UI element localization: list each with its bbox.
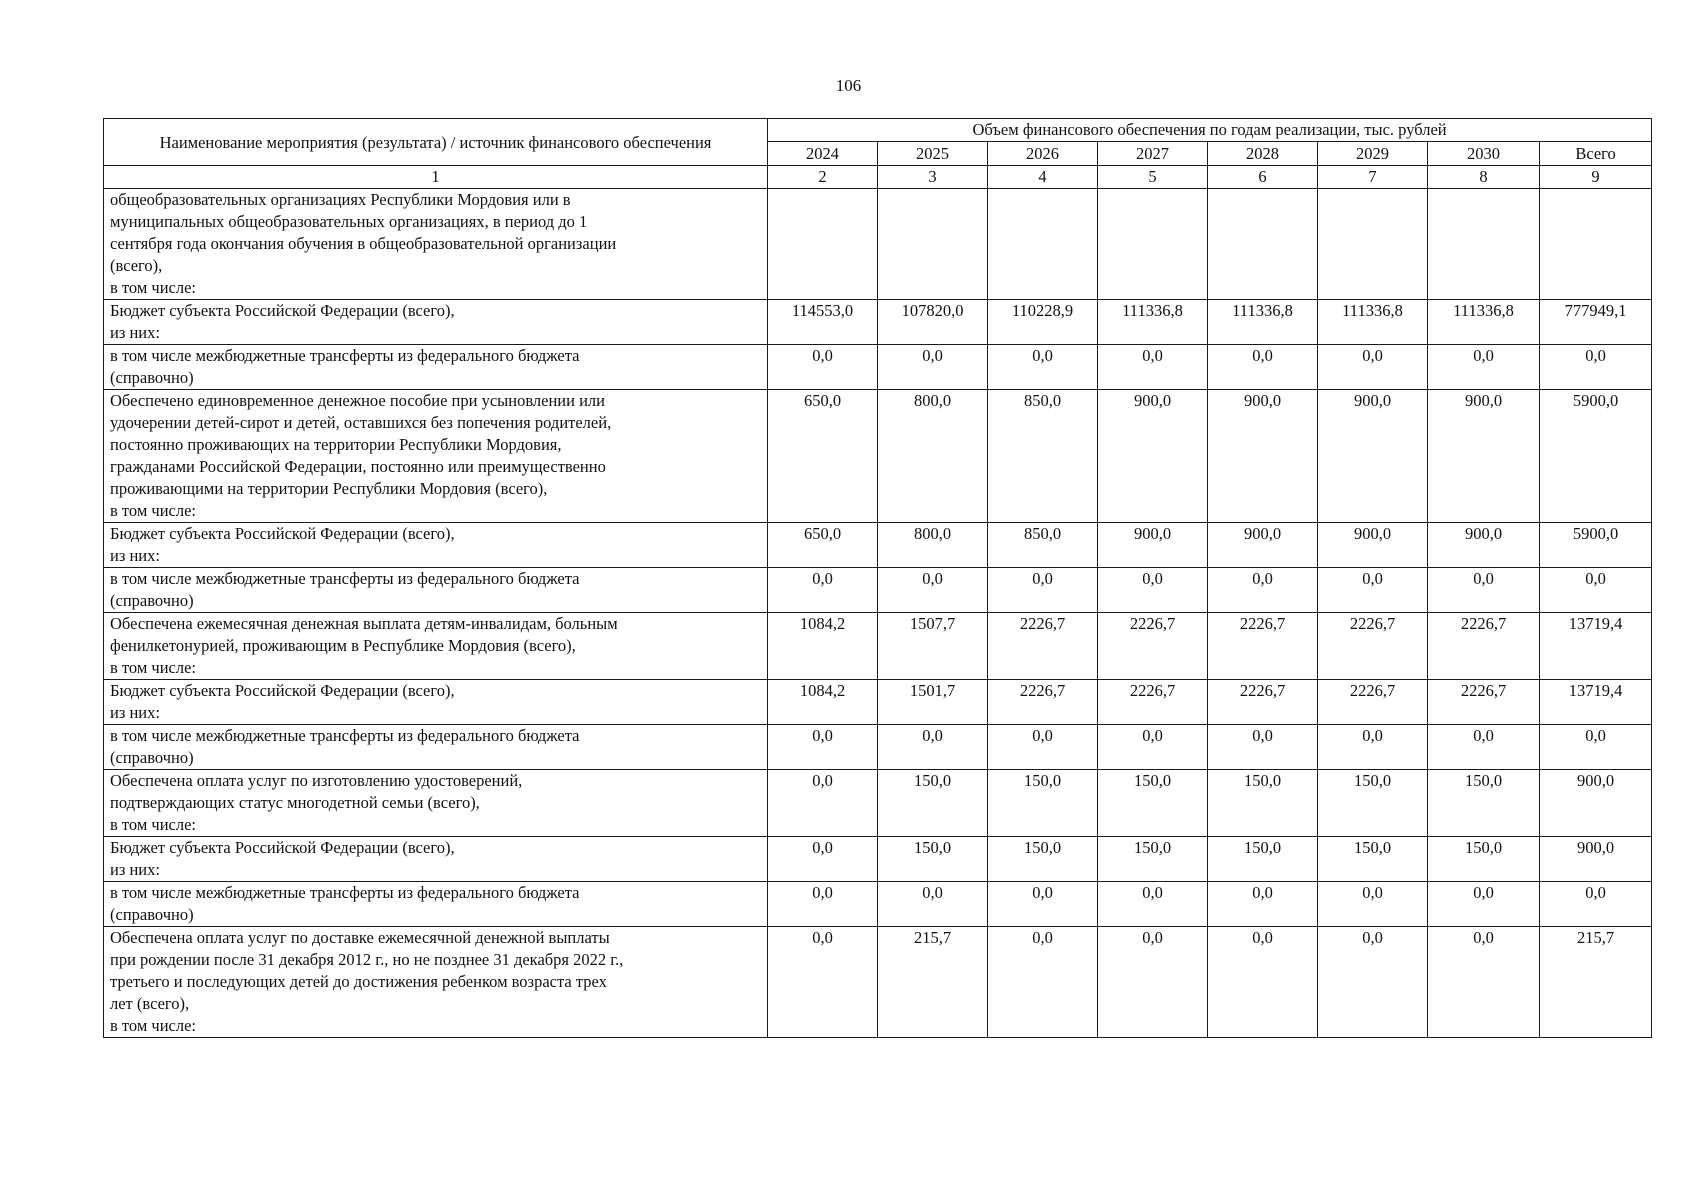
row-year-value: 2226,7 (988, 680, 1098, 725)
row-year-value: 0,0 (1208, 345, 1318, 390)
row-year-value: 800,0 (878, 523, 988, 568)
row-total-value: 777949,1 (1540, 300, 1652, 345)
table-row (104, 725, 1652, 770)
row-year-value: 150,0 (1318, 770, 1428, 837)
row-year-value: 114553,0 (768, 300, 878, 345)
table-row (104, 390, 1652, 523)
row-year-value: 150,0 (1318, 837, 1428, 882)
table-row (104, 770, 1652, 837)
row-year-value: 650,0 (768, 390, 878, 523)
row-year-value: 0,0 (988, 725, 1098, 770)
row-year-value: 2226,7 (1428, 613, 1540, 680)
table-row (104, 300, 1652, 345)
table-row (104, 345, 1652, 390)
header-total: Всего (1540, 142, 1652, 166)
table-row (104, 837, 1652, 882)
row-year-value: 900,0 (1428, 523, 1540, 568)
row-name: в том числе межбюджетные трансферты из федерального бюджета (справочно) (104, 345, 768, 390)
header-year: 2028 (1208, 142, 1318, 166)
row-year-value: 0,0 (988, 345, 1098, 390)
row-total-value (1540, 189, 1652, 300)
header-year: 2025 (878, 142, 988, 166)
row-year-value: 2226,7 (1208, 613, 1318, 680)
row-year-value: 215,7 (878, 927, 988, 1038)
row-year-value: 0,0 (1318, 725, 1428, 770)
row-year-value: 0,0 (878, 725, 988, 770)
row-year-value (1318, 189, 1428, 300)
column-number: 9 (1540, 166, 1652, 189)
row-total-value: 900,0 (1540, 770, 1652, 837)
table-row (104, 882, 1652, 927)
row-year-value: 0,0 (1428, 927, 1540, 1038)
row-total-value: 0,0 (1540, 568, 1652, 613)
row-year-value: 0,0 (768, 770, 878, 837)
row-year-value: 2226,7 (988, 613, 1098, 680)
row-name: в том числе межбюджетные трансферты из федерального бюджета (справочно) (104, 568, 768, 613)
row-name: Бюджет субъекта Российской Федерации (всего), из них: (104, 300, 768, 345)
row-year-value: 2226,7 (1098, 680, 1208, 725)
row-year-value: 0,0 (1428, 345, 1540, 390)
row-year-value: 0,0 (1428, 568, 1540, 613)
column-number: 4 (988, 166, 1098, 189)
row-year-value: 0,0 (768, 725, 878, 770)
row-name: Обеспечено единовременное денежное пособие при усыновлении или удочерении детей-сирот и детей, оставшихся без попечения родителей, постоянно проживающих на территории Республики Мордовия, гражданами Российской Федерации, постоянно или преимущественно проживающими на территории Республики Мордовия (всего), в том числе: (104, 390, 768, 523)
row-year-value: 0,0 (1318, 568, 1428, 613)
row-year-value: 0,0 (1098, 882, 1208, 927)
row-year-value: 0,0 (1208, 725, 1318, 770)
row-year-value (1428, 189, 1540, 300)
row-year-value: 0,0 (878, 568, 988, 613)
row-year-value: 0,0 (768, 882, 878, 927)
row-total-value: 0,0 (1540, 725, 1652, 770)
header-year: 2024 (768, 142, 878, 166)
row-year-value: 0,0 (768, 568, 878, 613)
row-year-value: 0,0 (1208, 927, 1318, 1038)
row-name: Обеспечена ежемесячная денежная выплата детям-инвалидам, больным фенилкетонурией, проживающим в Республике Мордовия (всего), в том числе: (104, 613, 768, 680)
row-year-value: 900,0 (1098, 523, 1208, 568)
row-year-value: 111336,8 (1318, 300, 1428, 345)
row-year-value: 150,0 (878, 837, 988, 882)
table-row (104, 613, 1652, 680)
row-total-value: 13719,4 (1540, 680, 1652, 725)
row-total-value: 5900,0 (1540, 390, 1652, 523)
row-name: Обеспечена оплата услуг по изготовлению удостоверений, подтверждающих статус многодетной семьи (всего), в том числе: (104, 770, 768, 837)
row-year-value: 0,0 (1428, 725, 1540, 770)
row-year-value: 0,0 (1428, 882, 1540, 927)
row-year-value: 900,0 (1318, 523, 1428, 568)
row-year-value (1208, 189, 1318, 300)
row-year-value: 850,0 (988, 390, 1098, 523)
row-year-value: 900,0 (1208, 390, 1318, 523)
page-number: 106 (835, 76, 862, 95)
row-year-value: 850,0 (988, 523, 1098, 568)
row-year-value: 2226,7 (1098, 613, 1208, 680)
column-number: 3 (878, 166, 988, 189)
table-row (104, 568, 1652, 613)
column-numbers-row (104, 166, 1652, 189)
row-year-value: 111336,8 (1208, 300, 1318, 345)
row-year-value: 0,0 (988, 568, 1098, 613)
row-year-value: 111336,8 (1428, 300, 1540, 345)
table-row (104, 189, 1652, 300)
row-year-value: 900,0 (1098, 390, 1208, 523)
row-year-value: 1084,2 (768, 613, 878, 680)
row-year-value: 1507,7 (878, 613, 988, 680)
row-year-value: 110228,9 (988, 300, 1098, 345)
row-year-value: 2226,7 (1318, 613, 1428, 680)
row-year-value (768, 189, 878, 300)
table-row (104, 680, 1652, 725)
row-year-value: 0,0 (768, 927, 878, 1038)
row-year-value: 2226,7 (1428, 680, 1540, 725)
row-year-value: 0,0 (988, 927, 1098, 1038)
row-name: Бюджет субъекта Российской Федерации (всего), из них: (104, 523, 768, 568)
row-year-value (988, 189, 1098, 300)
row-year-value: 2226,7 (1208, 680, 1318, 725)
column-number: 2 (768, 166, 878, 189)
table-row (104, 523, 1652, 568)
row-name: общеобразовательных организациях Республики Мордовия или в муниципальных общеобразовательных организациях, в период до 1 сентября года окончания обучения в общеобразовательной организации (всего), в том числе: (104, 189, 768, 300)
row-year-value: 900,0 (1318, 390, 1428, 523)
header-year: 2026 (988, 142, 1098, 166)
row-year-value: 107820,0 (878, 300, 988, 345)
row-year-value: 150,0 (988, 837, 1098, 882)
row-year-value (878, 189, 988, 300)
row-year-value: 0,0 (1098, 725, 1208, 770)
header-year: 2030 (1428, 142, 1540, 166)
header-name-column: Наименование мероприятия (результата) / источник финансового обеспечения (104, 119, 768, 166)
row-year-value: 150,0 (988, 770, 1098, 837)
row-year-value: 650,0 (768, 523, 878, 568)
row-year-value: 1501,7 (878, 680, 988, 725)
row-year-value: 150,0 (1428, 837, 1540, 882)
column-number: 1 (104, 166, 768, 189)
row-year-value: 0,0 (1098, 568, 1208, 613)
column-number: 7 (1318, 166, 1428, 189)
row-year-value: 150,0 (1208, 770, 1318, 837)
row-year-value: 150,0 (878, 770, 988, 837)
row-total-value: 900,0 (1540, 837, 1652, 882)
row-year-value: 900,0 (1428, 390, 1540, 523)
row-year-value: 150,0 (1208, 837, 1318, 882)
row-year-value: 150,0 (1428, 770, 1540, 837)
column-number: 5 (1098, 166, 1208, 189)
row-total-value: 5900,0 (1540, 523, 1652, 568)
row-year-value: 1084,2 (768, 680, 878, 725)
row-total-value: 0,0 (1540, 345, 1652, 390)
header-year: 2029 (1318, 142, 1428, 166)
row-total-value: 0,0 (1540, 882, 1652, 927)
row-year-value: 0,0 (878, 345, 988, 390)
financing-table (103, 118, 1652, 1038)
table-body (104, 166, 1652, 1038)
row-year-value: 900,0 (1208, 523, 1318, 568)
row-total-value: 13719,4 (1540, 613, 1652, 680)
row-total-value: 215,7 (1540, 927, 1652, 1038)
row-year-value: 0,0 (1318, 927, 1428, 1038)
row-year-value: 0,0 (1098, 927, 1208, 1038)
row-year-value: 0,0 (1098, 345, 1208, 390)
row-year-value: 2226,7 (1318, 680, 1428, 725)
row-name: в том числе межбюджетные трансферты из федерального бюджета (справочно) (104, 882, 768, 927)
header-year: 2027 (1098, 142, 1208, 166)
header-financing-group: Объем финансового обеспечения по годам реализации, тыс. рублей (768, 119, 1652, 142)
row-year-value: 150,0 (1098, 837, 1208, 882)
column-number: 6 (1208, 166, 1318, 189)
row-name: Бюджет субъекта Российской Федерации (всего), из них: (104, 837, 768, 882)
row-year-value: 0,0 (1208, 568, 1318, 613)
row-year-value: 0,0 (1208, 882, 1318, 927)
row-year-value: 0,0 (988, 882, 1098, 927)
row-year-value: 111336,8 (1098, 300, 1208, 345)
table-row (104, 927, 1652, 1038)
row-year-value: 0,0 (878, 882, 988, 927)
row-name: в том числе межбюджетные трансферты из федерального бюджета (справочно) (104, 725, 768, 770)
row-name: Обеспечена оплата услуг по доставке ежемесячной денежной выплаты при рождении после 31 декабря 2012 г., но не позднее 31 декабря 2022 г., третьего и последующих детей до достижения ребенком возраста трех лет (всего), в том числе: (104, 927, 768, 1038)
row-year-value (1098, 189, 1208, 300)
row-year-value: 0,0 (1318, 882, 1428, 927)
column-number: 8 (1428, 166, 1540, 189)
row-year-value: 0,0 (1318, 345, 1428, 390)
row-name: Бюджет субъекта Российской Федерации (всего), из них: (104, 680, 768, 725)
row-year-value: 150,0 (1098, 770, 1208, 837)
row-year-value: 0,0 (768, 345, 878, 390)
row-year-value: 0,0 (768, 837, 878, 882)
table-header (104, 119, 1652, 166)
row-year-value: 800,0 (878, 390, 988, 523)
